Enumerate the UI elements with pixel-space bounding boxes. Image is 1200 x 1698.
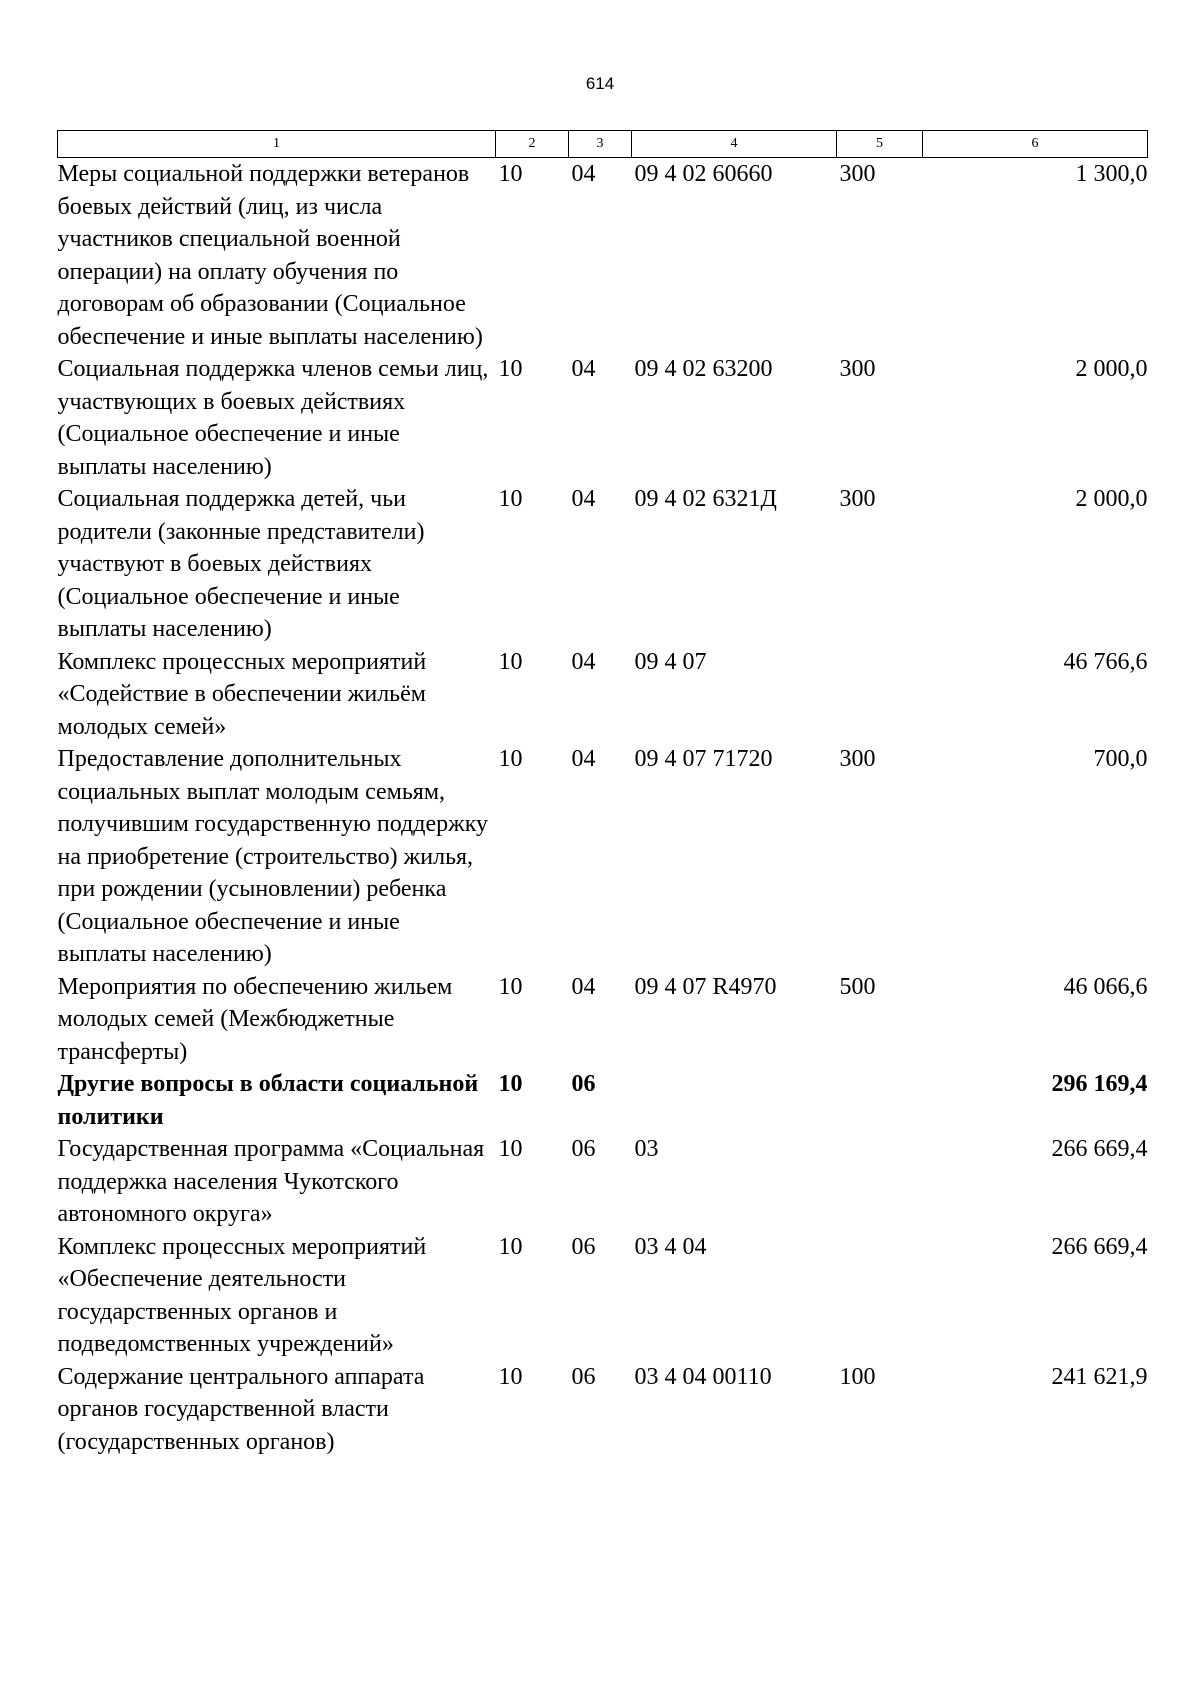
table-row <box>58 353 1148 483</box>
row-subsection: 06 <box>571 1233 596 1260</box>
row-name: Социальная поддержка членов семьи лиц, участвующих в боевых действиях (Социальное обеспечение и иные выплаты населению) <box>57 356 489 480</box>
row-expense-type <box>837 1231 923 1361</box>
header-col-6: 6 <box>923 131 1148 158</box>
row-subsection: 04 <box>571 486 596 512</box>
row-target-article: 09 4 07 R4970 <box>634 973 777 1000</box>
row-target-article: 03 <box>634 1136 659 1162</box>
row-section: 10 <box>498 973 523 1000</box>
row-section: 10 <box>498 1136 523 1162</box>
row-name: Мероприятия по обеспечению жильем молодых семей (Межбюджетные трансферты) <box>57 973 453 1065</box>
row-section: 10 <box>498 1363 523 1390</box>
row-expense-type: 300 <box>839 486 876 512</box>
row-section: 10 <box>498 648 523 675</box>
table-row <box>58 1068 1148 1133</box>
row-expense-type: 300 <box>839 356 876 382</box>
row-amount: 296 169,4 <box>1051 1071 1148 1097</box>
table-row <box>58 158 1148 354</box>
page-number: 614 <box>585 74 615 93</box>
table-body <box>58 158 1148 1459</box>
row-expense-type: 300 <box>839 161 876 187</box>
table-row <box>58 483 1148 646</box>
row-section: 10 <box>498 161 523 187</box>
header-row <box>58 131 1148 158</box>
row-amount: 700,0 <box>1093 746 1148 772</box>
row-subsection: 04 <box>571 356 596 382</box>
row-expense-type: 100 <box>839 1363 876 1390</box>
row-subsection: 06 <box>571 1071 596 1097</box>
row-expense-type <box>837 1068 923 1133</box>
row-amount: 2 000,0 <box>1075 486 1148 512</box>
header-col-4: 4 <box>632 131 837 158</box>
row-target-article: 09 4 07 <box>634 648 707 675</box>
row-target-article: 09 4 07 71720 <box>634 746 773 772</box>
row-section: 10 <box>498 746 523 772</box>
row-target-article: 09 4 02 6321Д <box>634 486 777 512</box>
row-name: Меры социальной поддержки ветеранов боевых действий (лиц, из числа участников специальной военной операции) на оплату обучения по договорам об образовании (Социальное обеспечение и иные выплаты населению) <box>57 161 483 350</box>
row-name: Социальная поддержка детей, чьи родители (законные представители) участвуют в боевых действиях (Социальное обеспечение и иные выплаты населению) <box>57 486 425 642</box>
budget-table <box>57 130 1148 1458</box>
row-amount: 46 066,6 <box>1063 973 1148 1000</box>
row-subsection: 06 <box>571 1363 596 1390</box>
row-amount: 2 000,0 <box>1075 356 1148 382</box>
row-name: Государственная программа «Социальная поддержка населения Чукотского автономного округа» <box>57 1136 485 1227</box>
header-col-3: 3 <box>569 131 632 158</box>
row-section: 10 <box>498 1071 523 1097</box>
table-row <box>58 646 1148 744</box>
header-col-5: 5 <box>837 131 923 158</box>
row-name: Комплекс процессных мероприятий «Содействие в обеспечении жильём молодых семей» <box>57 648 427 740</box>
row-subsection: 06 <box>571 1136 596 1162</box>
row-expense-type <box>837 1133 923 1231</box>
row-target-article: 03 4 04 00110 <box>634 1363 772 1390</box>
row-amount: 1 300,0 <box>1075 161 1148 187</box>
row-name: Содержание центрального аппарата органов государственной власти (государственных органов) <box>57 1363 425 1455</box>
header-col-1: 1 <box>58 131 496 158</box>
row-name: Другие вопросы в области социальной политики <box>57 1071 479 1130</box>
table-row <box>58 1231 1148 1361</box>
row-subsection: 04 <box>571 648 596 675</box>
row-amount: 266 669,4 <box>1051 1136 1148 1162</box>
row-expense-type <box>837 646 923 744</box>
row-target-article: 03 4 04 <box>634 1233 707 1260</box>
table-row <box>58 1361 1148 1459</box>
row-target-article <box>632 1068 837 1133</box>
row-section: 10 <box>498 356 523 382</box>
table-row <box>58 1133 1148 1231</box>
table-row <box>58 743 1148 971</box>
row-section: 10 <box>498 1233 523 1260</box>
row-subsection: 04 <box>571 973 596 1000</box>
table-row <box>58 971 1148 1069</box>
header-col-2: 2 <box>496 131 569 158</box>
row-amount: 46 766,6 <box>1063 648 1148 675</box>
row-name: Предоставление дополнительных социальных выплат молодым семьям, получившим государственную поддержку на приобретение (строительство) жилья, при рождении (усыновлении) ребенка (Социальное обеспечение и иные выплаты населению) <box>57 746 489 967</box>
row-amount: 241 621,9 <box>1051 1363 1148 1390</box>
row-expense-type: 300 <box>839 746 876 772</box>
row-target-article: 09 4 02 60660 <box>634 161 773 187</box>
row-expense-type: 500 <box>839 973 876 1000</box>
row-section: 10 <box>498 486 523 512</box>
row-amount: 266 669,4 <box>1051 1233 1148 1260</box>
row-name: Комплекс процессных мероприятий «Обеспечение деятельности государственных органов и подведомственных учреждений» <box>57 1233 427 1357</box>
row-subsection: 04 <box>571 746 596 772</box>
row-subsection: 04 <box>571 161 596 187</box>
table-header <box>58 131 1148 158</box>
row-target-article: 09 4 02 63200 <box>634 356 773 382</box>
